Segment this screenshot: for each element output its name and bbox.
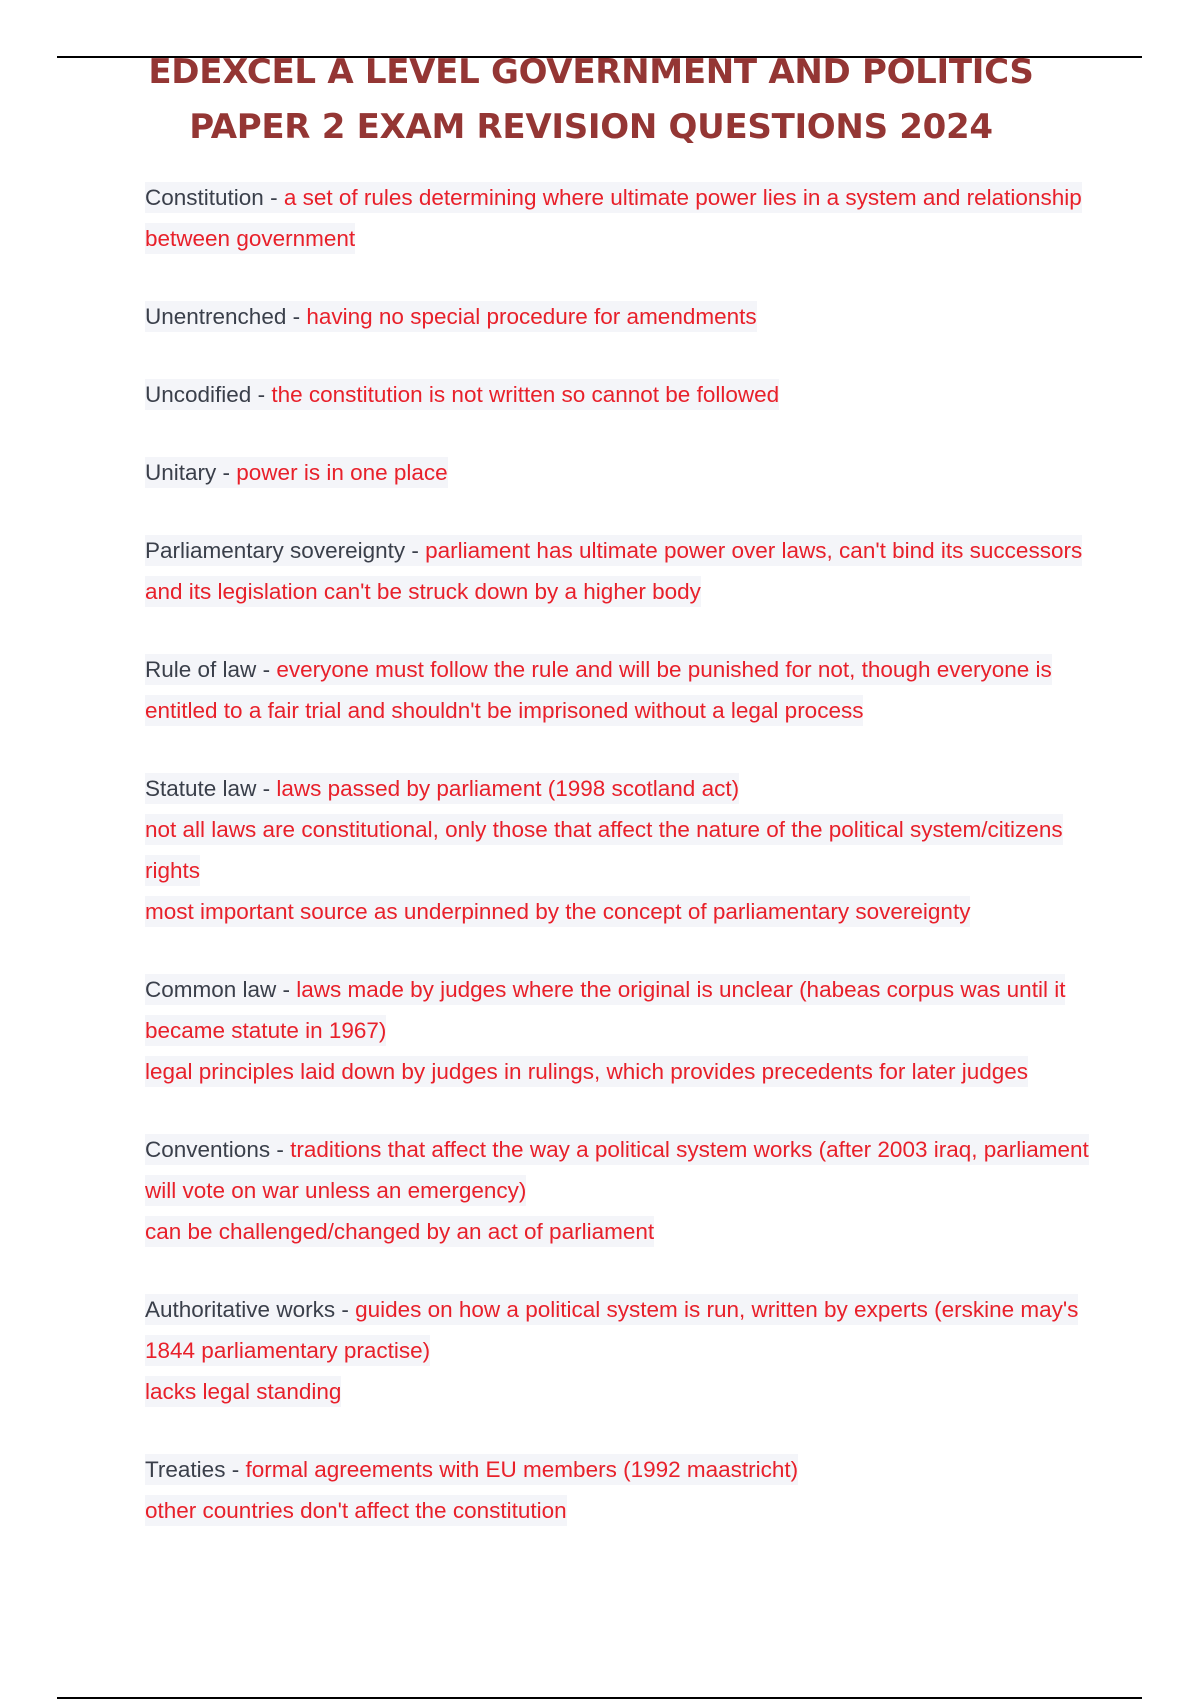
highlighted-line [145,182,1082,254]
definition-line [145,768,1105,809]
term-separator: - [335,1297,356,1322]
highlighted-line [145,1294,1078,1366]
definition-text: legal principles laid down by judges in rulings, which provides precedents for later judges [145,1059,1028,1084]
term-separator: - [216,460,237,485]
definition-entry [145,530,1105,612]
definition-line [145,1449,1105,1490]
definition-text: lacks legal standing [145,1379,342,1404]
definition-term: Common law [145,977,277,1002]
definition-text: not all laws are constitutional, only those that affect the nature of the political system/citizens rights [145,817,1063,883]
highlighted-line [145,457,448,488]
highlighted-line [145,1134,1089,1206]
definition-entry [145,1449,1105,1531]
highlighted-line [145,535,1082,607]
definition-line [145,1129,1105,1211]
definition-text: traditions that affect the way a political system works (after 2003 iraq, parliament will vote on war unless an emergency) [145,1137,1089,1203]
definition-term: Authoritative works [145,1297,336,1322]
term-separator: - [286,304,307,329]
term-separator: - [256,776,277,801]
definition-text: parliament has ultimate power over laws, can't bind its successors and its legislation can't be struck down by a higher body [145,538,1083,604]
definition-term: Treaties [145,1457,226,1482]
document-title-line-2: PAPER 2 EXAM REVISION QUESTIONS 2024 [189,106,993,147]
definition-entry [145,177,1105,259]
highlighted-line [145,1495,567,1526]
definition-text: formal agreements with EU members (1992 maastricht) [245,1457,799,1482]
definition-line [145,1490,1105,1531]
definition-term: Rule of law [145,657,257,682]
definition-line [145,1371,1105,1412]
definition-term: Conventions [145,1137,271,1162]
definition-entry [145,969,1105,1092]
highlighted-line [145,974,1065,1046]
definition-term: Statute law [145,776,257,801]
definition-term: Constitution [145,185,264,210]
definition-entry [145,1289,1105,1412]
highlighted-line [145,654,1052,726]
document-title [0,45,1182,155]
term-separator: - [256,657,277,682]
definition-line [145,1051,1105,1092]
definition-text: having no special procedure for amendments [306,304,757,329]
highlighted-line [145,773,739,804]
definition-text: the constitution is not written so cannot be followed [271,382,780,407]
definition-text: power is in one place [236,460,448,485]
definition-line [145,891,1105,932]
term-separator: - [276,977,297,1002]
definition-term: Parliamentary sovereignty [145,538,406,563]
highlighted-line [145,1056,1028,1087]
definition-term: Uncodified [145,382,252,407]
definition-entry [145,374,1105,415]
definition-text: a set of rules determining where ultimate power lies in a system and relationship between government [145,185,1082,251]
definition-text: can be challenged/changed by an act of parliament [145,1219,655,1244]
highlighted-line [145,896,970,927]
definition-line [145,452,1105,493]
definition-line [145,1289,1105,1371]
definition-entry [145,452,1105,493]
definition-line [145,177,1105,259]
term-separator: - [263,185,284,210]
definition-line [145,374,1105,415]
term-separator: - [405,538,426,563]
definition-term: Unitary [145,460,217,485]
definition-text: most important source as underpinned by the concept of parliamentary sovereignty [145,899,971,924]
definition-text: other countries don't affect the constitution [145,1498,567,1523]
definition-line [145,530,1105,612]
definition-line [145,296,1105,337]
definition-text: laws made by judges where the original is unclear (habeas corpus was until it became statute in 1967) [145,977,1066,1043]
definition-line [145,1211,1105,1252]
definition-text: everyone must follow the rule and will be punished for not, though everyone is entitled to a fair trial and shouldn't be imprisoned without a legal process [145,657,1052,723]
highlighted-line [145,814,1063,886]
definition-line [145,649,1105,731]
term-separator: - [270,1137,291,1162]
definition-text: laws passed by parliament (1998 scotland act) [276,776,740,801]
highlighted-line [145,1216,654,1247]
highlighted-line [145,1454,798,1485]
document-title-line-1: EDEXCEL A LEVEL GOVERNMENT AND POLITICS [148,51,1034,92]
definition-entry [145,768,1105,932]
definition-entry [145,649,1105,731]
highlighted-line [145,301,757,332]
highlighted-line [145,1376,341,1407]
definition-line [145,969,1105,1051]
footer-rule [57,1697,1142,1699]
definition-term: Unentrenched [145,304,287,329]
term-separator: - [225,1457,246,1482]
definitions-list [145,177,1105,1568]
definition-line [145,809,1105,891]
definition-text: guides on how a political system is run, written by experts (erskine may's 1844 parliamentary practise) [145,1297,1079,1363]
highlighted-line [145,379,779,410]
term-separator: - [251,382,272,407]
definition-entry [145,296,1105,337]
definition-entry [145,1129,1105,1252]
